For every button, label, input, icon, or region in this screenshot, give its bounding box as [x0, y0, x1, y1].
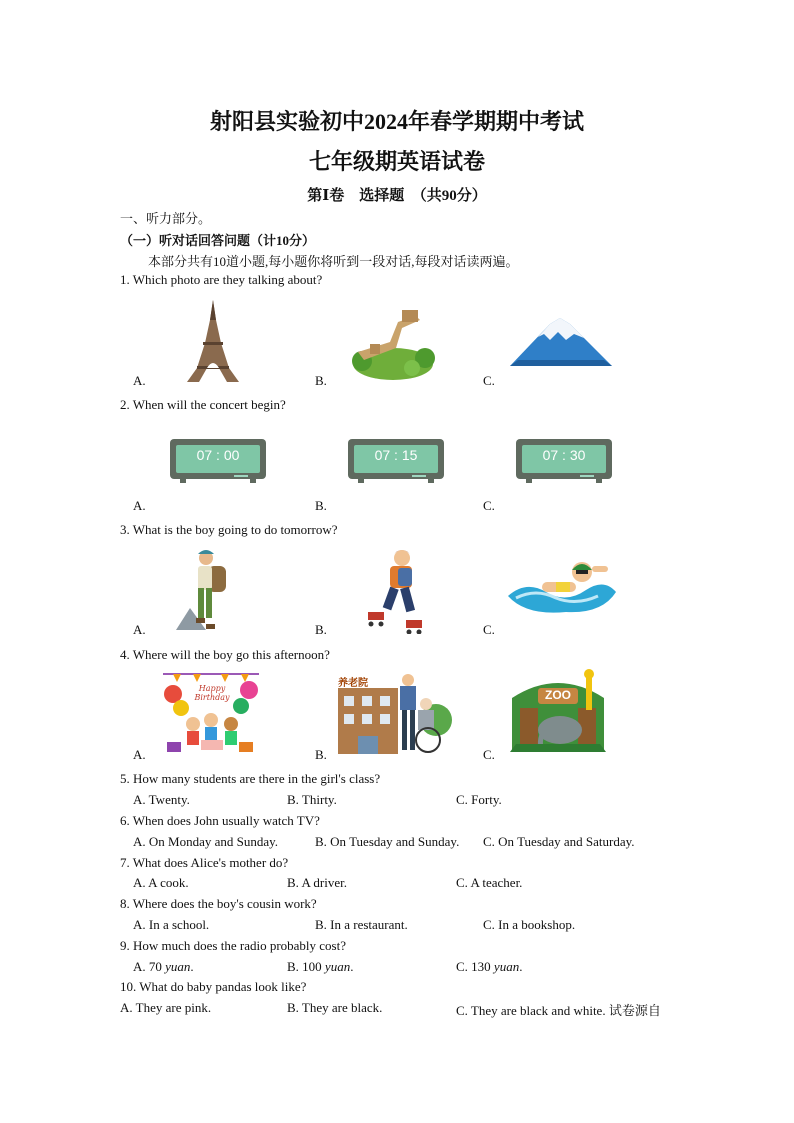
clock-a-time: 07 : 00 [196, 447, 240, 463]
q8-option-a: A. In a school. [133, 917, 210, 932]
question-1: 1. Which photo are they talking about? [120, 272, 323, 287]
clock-b-time: 07 : 15 [374, 447, 418, 463]
question-7: 7. What does Alice's mother do? [120, 855, 289, 870]
q8-option-c: C. In a bookshop. [483, 917, 576, 932]
swimming-boy-image [506, 552, 618, 618]
q6-option-a: A. On Monday and Sunday. [133, 834, 279, 849]
nursing-home-sign: 养老院 [338, 678, 368, 689]
q9-option-a: A. 70 yuan. [133, 959, 194, 974]
q9-option-b: B. 100 yuan. [287, 959, 354, 974]
question-2: 2. When will the concert begin? [120, 397, 286, 412]
q10-option-c: C. They are black and white. 试卷源自 [456, 1003, 661, 1018]
question-5: 5. How many students are there in the girl's class? [120, 771, 381, 786]
q10-option-b: B. They are black. [287, 1000, 383, 1015]
zoo-sign: ZOO [545, 688, 571, 702]
subsection-heading: （一）听对话回答问题（计10分） [120, 233, 316, 248]
question-3: 3. What is the boy going to do tomorrow? [120, 522, 338, 537]
q1-option-c: C. [483, 373, 495, 388]
clock-b [346, 437, 446, 483]
birthday-banner-text: Happy Birthday [194, 684, 230, 702]
q7-option-b: B. A driver. [287, 875, 347, 890]
q1-option-b: B. [315, 373, 327, 388]
q2-option-c: C. [483, 498, 495, 513]
question-8: 8. Where does the boy's cousin work? [120, 896, 317, 911]
q2-option-a: A. [133, 498, 146, 513]
question-4: 4. Where will the boy go this afternoon? [120, 647, 330, 662]
clock-c [514, 437, 614, 483]
q7-option-c: C. A teacher. [456, 875, 523, 890]
q4-option-c: C. [483, 747, 495, 762]
great-wall-image [350, 306, 436, 382]
q3-option-c: C. [483, 622, 495, 637]
q2-option-b: B. [315, 498, 327, 513]
clock-c-time: 07 : 30 [542, 447, 586, 463]
nursing-home-image [336, 670, 452, 756]
q6-option-b: B. On Tuesday and Sunday. [315, 834, 460, 849]
q1-option-a: A. [133, 373, 146, 388]
exam-subtitle: 七年级期英语试卷 [308, 149, 485, 174]
zoo-image [510, 668, 606, 754]
eiffel-tower-image [183, 298, 243, 384]
question-10: 10. What do baby pandas look like? [120, 979, 307, 994]
q5-option-b: B. Thirty. [287, 792, 337, 807]
q3-option-b: B. [315, 622, 327, 637]
instructions: 本部分共有10道小题,每小题你将听到一段对话,每段对话读两遍。 [148, 254, 519, 269]
q10-option-a: A. They are pink. [120, 1000, 212, 1015]
hiker-image [176, 546, 236, 632]
q6-option-c: C. On Tuesday and Saturday. [483, 834, 635, 849]
volume-heading: 第Ⅰ卷 选择题 （共90分） [307, 188, 487, 204]
q9-option-c: C. 130 yuan. [456, 959, 523, 974]
q5-option-c: C. Forty. [456, 792, 502, 807]
birthday-party-image [163, 668, 259, 756]
q8-option-b: B. In a restaurant. [315, 917, 408, 932]
q3-option-a: A. [133, 622, 146, 637]
roller-skating-boy-image [362, 546, 428, 634]
q4-option-a: A. [133, 747, 146, 762]
mountain-image [510, 316, 612, 368]
question-6: 6. When does John usually watch TV? [120, 813, 320, 828]
q5-option-a: A. Twenty. [133, 792, 190, 807]
part-heading: 一、听力部分。 [120, 211, 212, 226]
clock-a [168, 437, 268, 483]
q4-option-b: B. [315, 747, 327, 762]
question-9: 9. How much does the radio probably cost? [120, 938, 347, 953]
exam-title: 射阳县实验初中2024年春学期期中考试 [209, 109, 584, 134]
q7-option-a: A. A cook. [133, 875, 189, 890]
